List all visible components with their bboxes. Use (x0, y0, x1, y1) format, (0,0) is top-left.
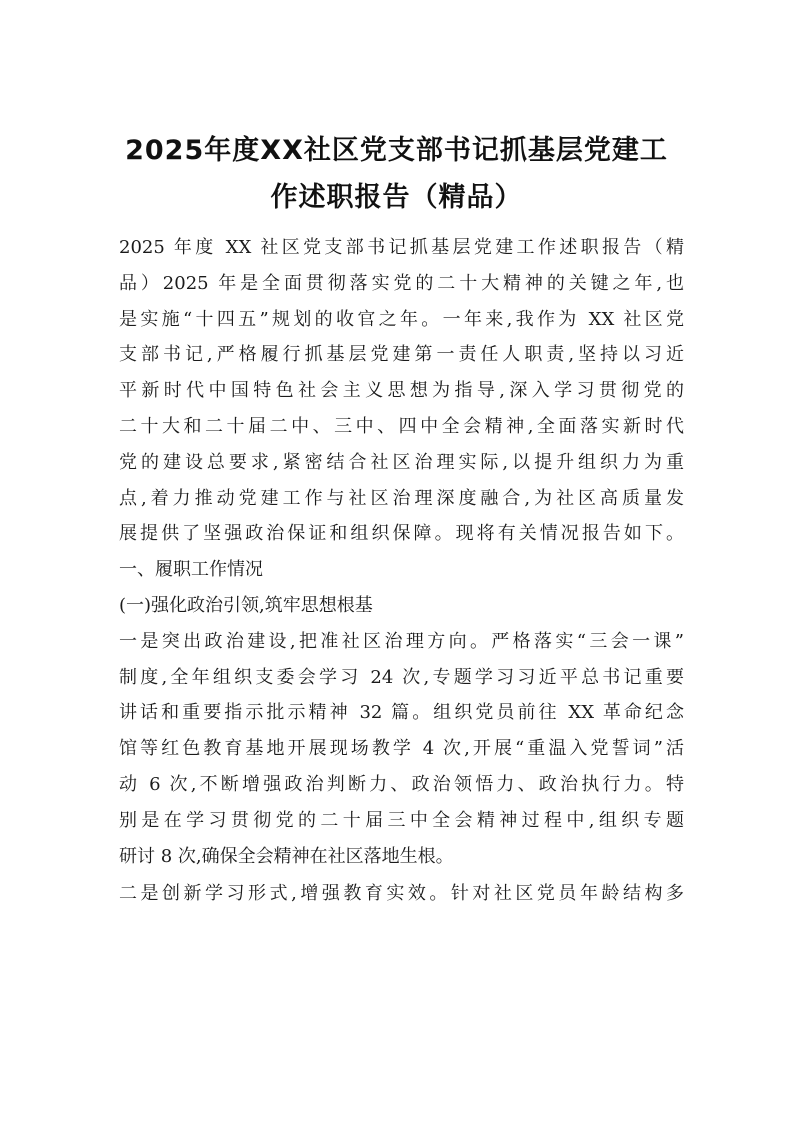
body-line: 品）2025 年是全面贯彻落实党的二十大精神的关键之年,也 (119, 272, 684, 294)
document-title-line-1: 2025年度XX社区党支部书记抓基层党建工 (125, 135, 668, 166)
body-line: 二是创新学习形式,增强教育实效。针对社区党员年龄结构多 (119, 883, 684, 905)
body-line: 讲话和重要指示批示精神 32 篇。组织党员前往 XX 革命纪念 (119, 702, 684, 724)
body-line: 馆等红色教育基地开展现场教学 4 次,开展“重温入党誓词”活 (119, 738, 684, 760)
body-line: 一是突出政治建设,把准社区治理方向。严格落实“三会一课” (119, 630, 684, 652)
body-line: 平新时代中国特色社会主义思想为指导,深入学习贯彻党的 (119, 380, 684, 402)
section-heading: 一、履职工作情况 (119, 559, 263, 581)
subsection-heading: (一)强化政治引领,筑牢思想根基 (119, 594, 373, 616)
body-line: 党的建设总要求,紧密结合社区治理实际,以提升组织力为重 (119, 451, 684, 473)
body-line: 是实施“十四五”规划的收官之年。一年来,我作为 XX 社区党 (119, 308, 684, 330)
body-line: 二十大和二十届二中、三中、四中全会精神,全面落实新时代 (119, 415, 684, 437)
body-line: 研讨 8 次,确保全会精神在社区落地生根。 (119, 845, 454, 867)
body-line: 制度,全年组织支委会学习 24 次,专题学习习近平总书记重要 (119, 666, 684, 688)
document-title-line-2: 作述职报告（精品） (270, 182, 523, 213)
body-line: 别是在学习贯彻党的二十届三中全会精神过程中,组织专题 (119, 809, 684, 831)
document-body (119, 230, 684, 912)
body-line: 点,着力推动党建工作与社区治理深度融合,为社区高质量发 (119, 487, 684, 509)
body-line: 支部书记,严格履行抓基层党建第一责任人职责,坚持以习近 (119, 344, 684, 366)
body-line: 2025 年度 XX 社区党支部书记抓基层党建工作述职报告（精 (119, 237, 684, 258)
body-line: 展提供了坚强政治保证和组织保障。现将有关情况报告如下。 (119, 523, 684, 545)
body-line: 动 6 次,不断增强政治判断力、政治领悟力、政治执行力。特 (119, 773, 684, 795)
